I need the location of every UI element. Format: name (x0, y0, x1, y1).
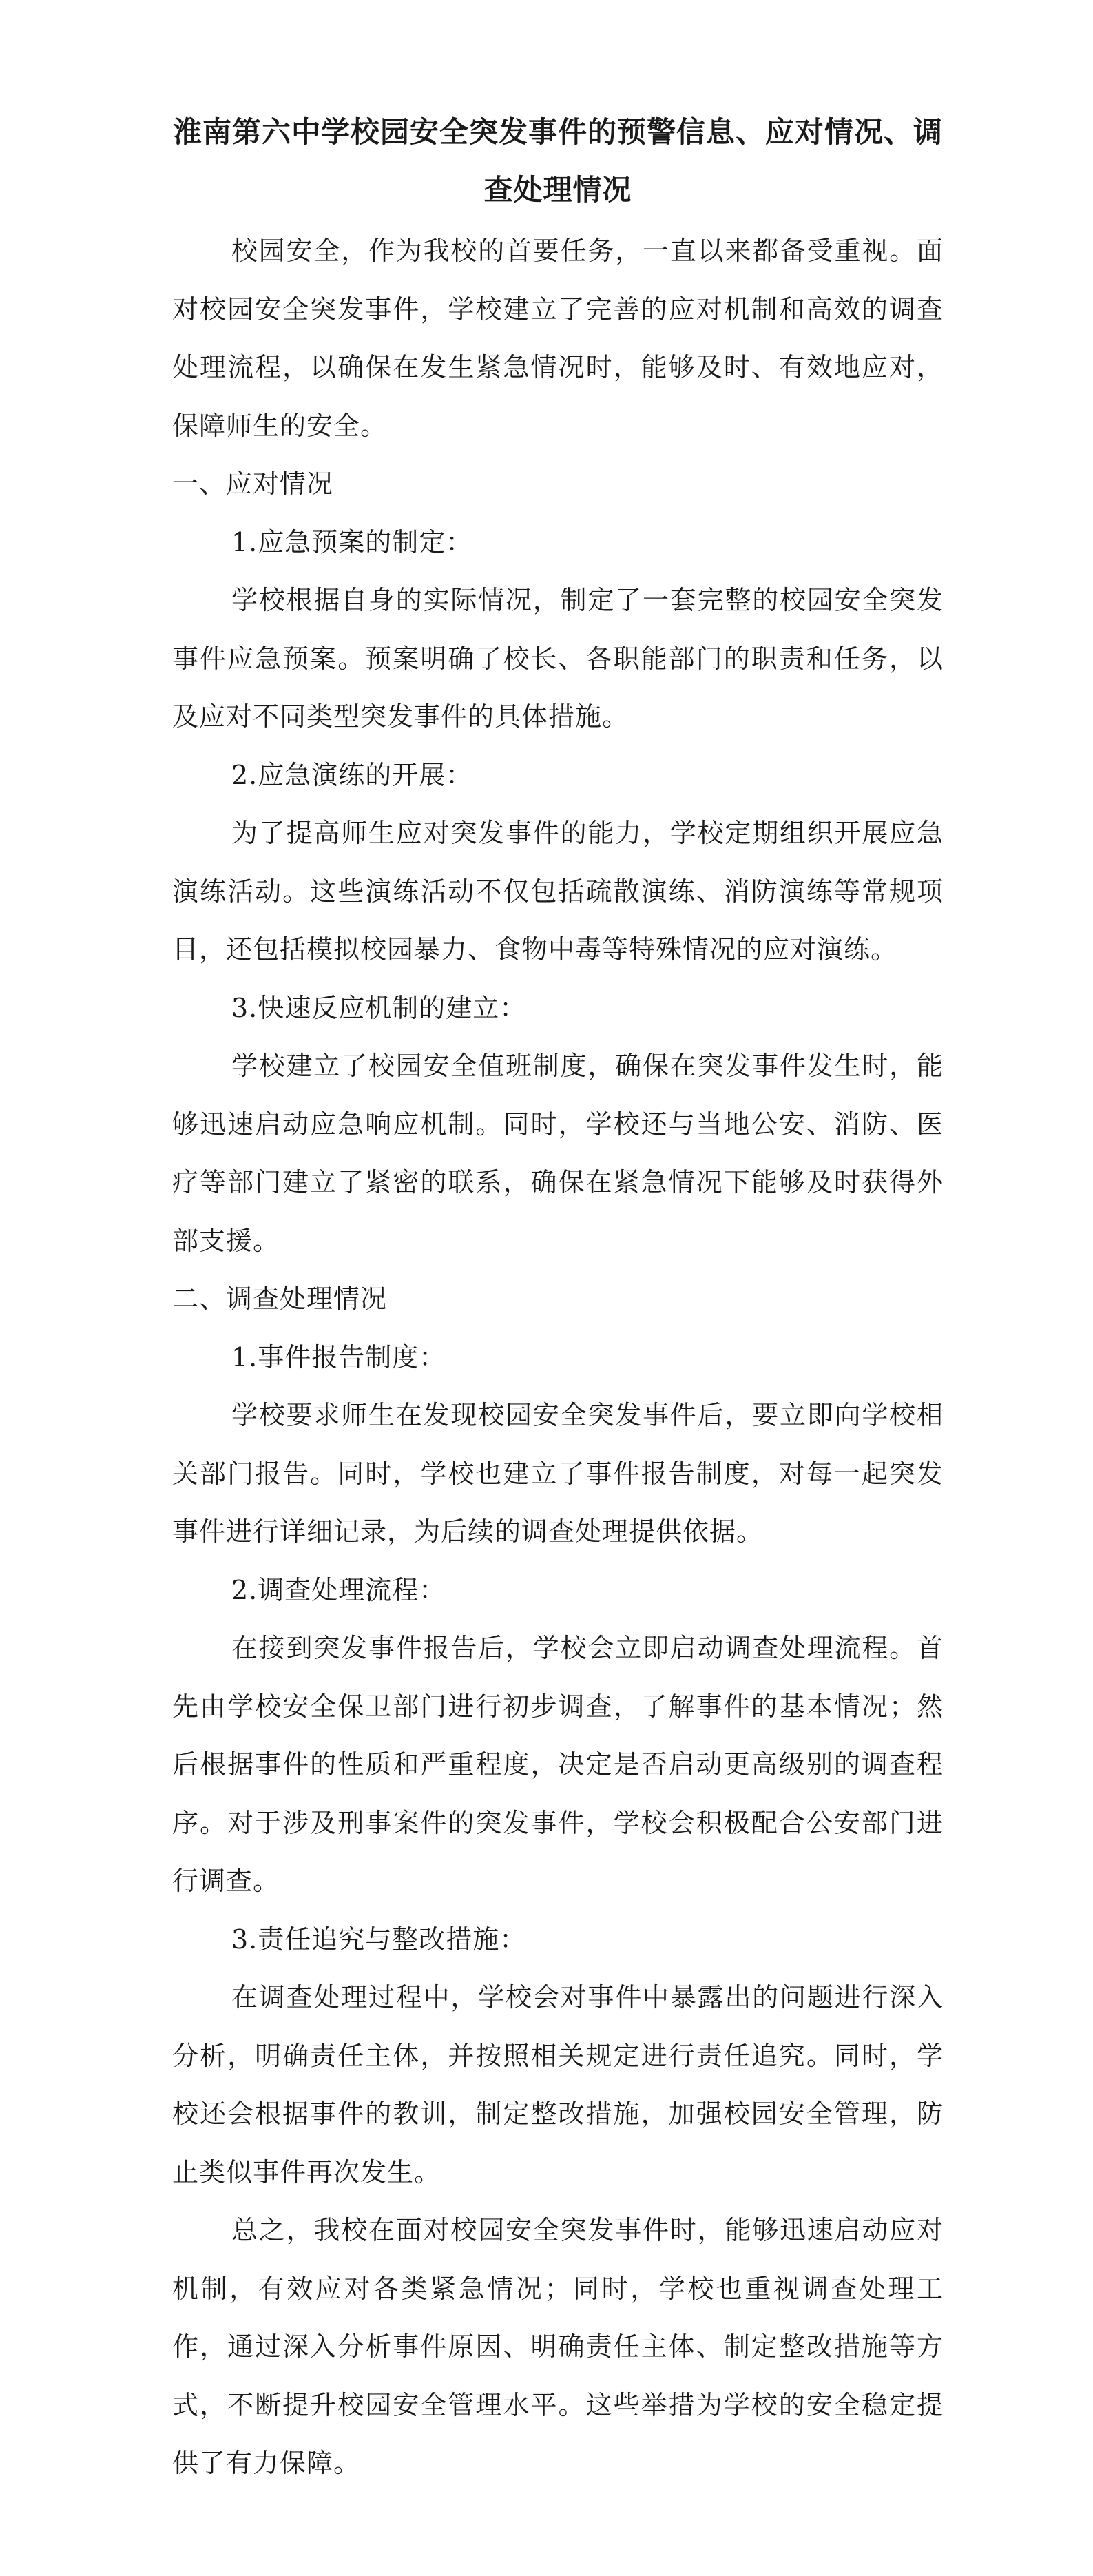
paragraph-emergency-drill: 为了提高师生应对突发事件的能力，学校定期组织开展应急演练活动。这些演练活动不仅包括疏散演练、消防演练等常规项目，还包括模拟校园暴力、食物中毒等特殊情况的应对演练。 (172, 818, 944, 965)
conclusion-paragraph: 总之，我校在面对校园安全突发事件时，能够迅速启动应对机制，有效应对各类紧急情况；同时，学校也重视调查处理工作，通过深入分析事件原因、明确责任主体、制定整改措施等方式，不断提升校园安全管理水平。这些举措为学校的安全稳定提供了有力保障。 (172, 2215, 944, 2478)
section-heading-response: 一、应对情况 (172, 468, 334, 499)
subheading-rapid-response: 3.快速反应机制的建立： (231, 992, 527, 1023)
document-title: 淮南第六中学校园安全突发事件的预警信息、应对情况、调查处理情况 (172, 115, 943, 207)
subheading-emergency-drill: 2.应急演练的开展： (231, 759, 473, 790)
subheading-accountability: 3.责任追究与整改措施： (231, 1924, 527, 1955)
paragraph-investigation-process: 在接到突发事件报告后，学校会立即启动调查处理流程。首先由学校安全保卫部门进行初步调查，了解事件的基本情况；然后根据事件的性质和严重程度，决定是否启动更高级别的调查程序。对于涉及刑事案件的突发事件，学校会积极配合公安部门进行调查。 (172, 1633, 944, 1896)
section-heading-investigation: 二、调查处理情况 (172, 1284, 388, 1314)
subheading-report-system: 1.事件报告制度： (231, 1341, 446, 1372)
paragraph-accountability: 在调查处理过程中，学校会对事件中暴露出的问题进行深入分析，明确责任主体，并按照相关规定进行责任追究。同时，学校还会根据事件的教训，制定整改措施，加强校园安全管理，防止类似事件再次发生。 (172, 1982, 944, 2187)
subheading-emergency-plan: 1.应急预案的制定： (231, 526, 473, 557)
paragraph-report-system: 学校要求师生在发现校园安全突发事件后，要立即向学校相关部门报告。同时，学校也建立了事件报告制度，对每一起突发事件进行详细记录，为后续的调查处理提供依据。 (172, 1400, 944, 1547)
paragraph-emergency-plan: 学校根据自身的实际情况，制定了一套完整的校园安全突发事件应急预案。预案明确了校长、各职能部门的职责和任务，以及应对不同类型突发事件的具体措施。 (172, 585, 944, 732)
paragraph-rapid-response: 学校建立了校园安全值班制度，确保在突发事件发生时，能够迅速启动应急响应机制。同时，学校还与当地公安、消防、医疗等部门建立了紧密的联系，确保在紧急情况下能够及时获得外部支援。 (172, 1051, 944, 1256)
subheading-investigation-process: 2.调查处理流程： (231, 1574, 446, 1605)
intro-paragraph: 校园安全，作为我校的首要任务，一直以来都备受重视。面对校园安全突发事件，学校建立了完善的应对机制和高效的调查处理流程，以确保在发生紧急情况时，能够及时、有效地应对，保障师生的安全。 (172, 236, 944, 441)
document-page (172, 103, 944, 2493)
